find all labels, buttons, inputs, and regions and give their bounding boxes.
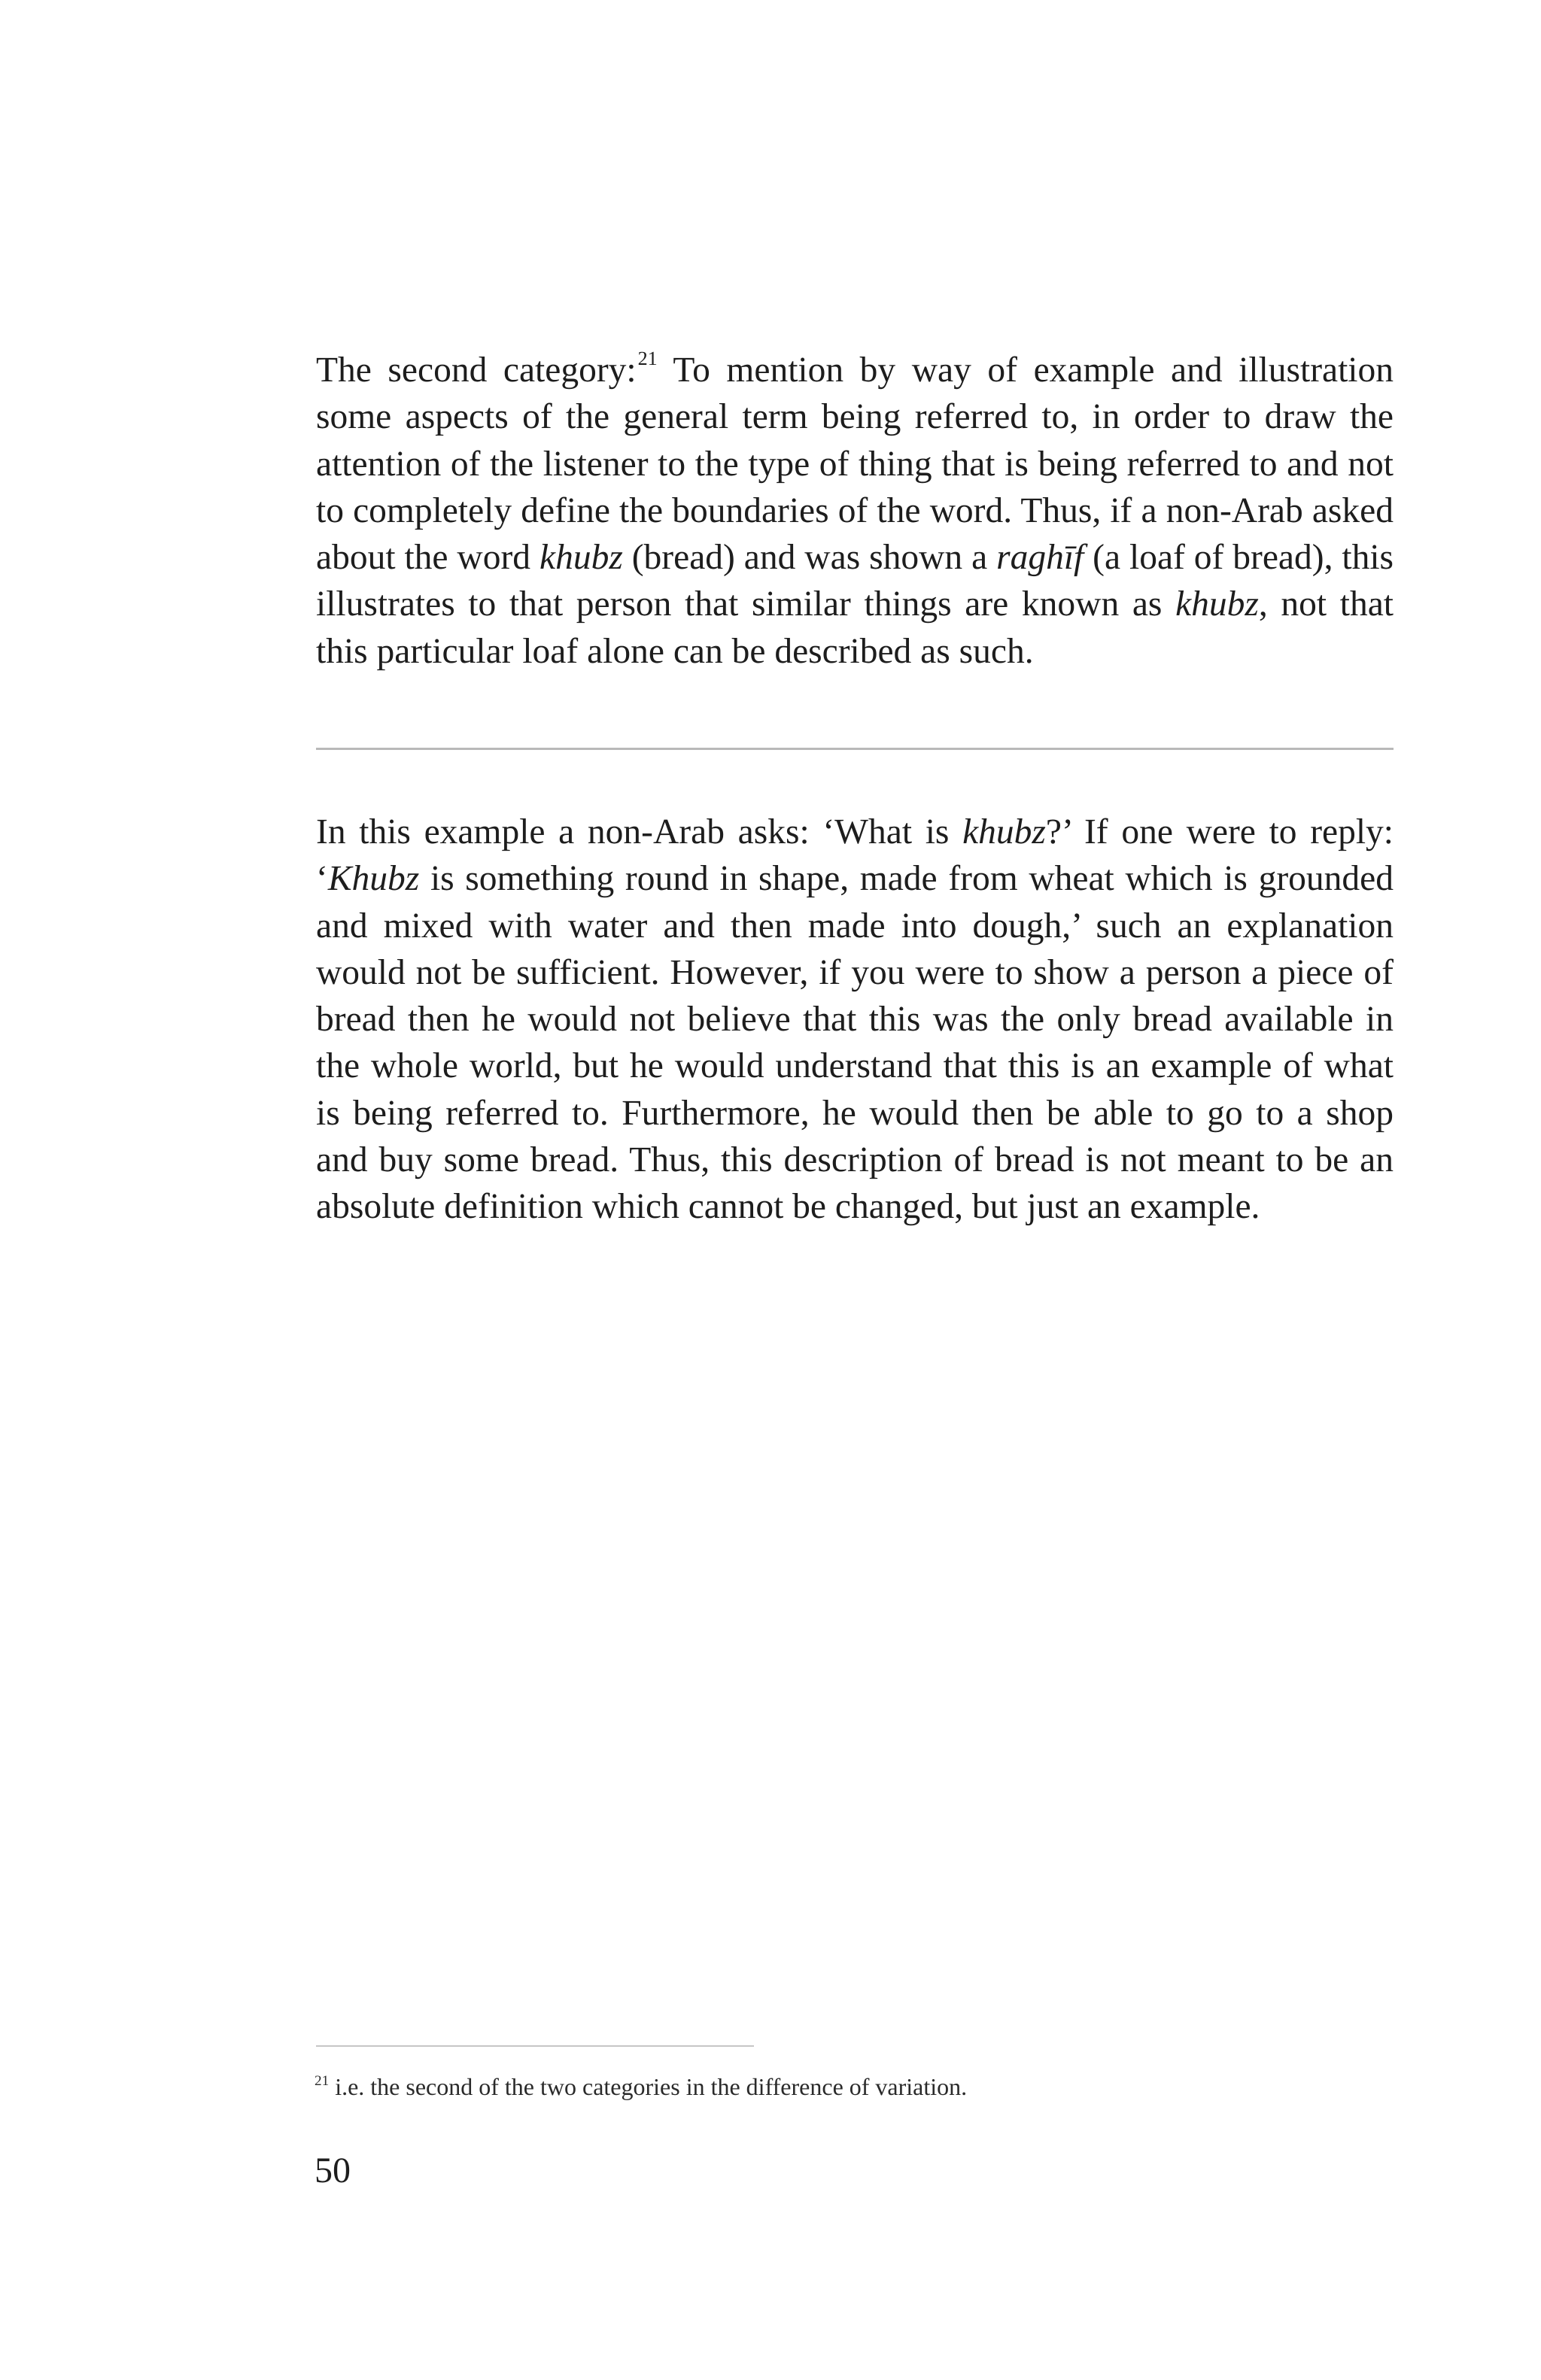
term-khubz: khubz	[539, 538, 623, 578]
term-khubz: khubz	[1175, 584, 1259, 624]
term-khubz: khubz	[962, 812, 1046, 852]
paragraph-lead: The second category:	[316, 351, 637, 390]
footnote-reference: 21	[637, 347, 658, 369]
paragraph-text: ?’ If one were to reply: ‘	[316, 812, 1394, 899]
paragraph-text: (bread) and was shown a	[622, 538, 997, 578]
footnote-text: i.e. the second of the two categories in the difference of variation.	[335, 2073, 968, 2100]
paragraph-text: , not that this particular loaf alone can be described as such.	[316, 584, 1394, 671]
footnote-number: 21	[315, 2072, 330, 2089]
page-number: 50	[315, 2151, 351, 2190]
paragraph-text: To mention by way of example and illustration some aspects of the general term being referred to, in order to draw the attention of the listener to the type of thing that is being referred to and not to completely define the boundaries of the word. Thus, if a non-Arab asked about the word	[316, 351, 1394, 578]
paragraph-text: In this example a non-Arab asks: ‘What is	[316, 812, 963, 852]
paragraph-text: is something round in shape, made from wheat which is grounded and mixed with water and then made into dough,’ such an explanation would not be sufficient. However, if you were to show a person a piece of bread then he would not believe that this was the only bread available in the whole world, but he would understand that this is an example of what is being referred to. Furthermore, he would then be able to go to a shop and buy some bread. Thus, this description of bread is not meant to be an absolute definition which cannot be changed, but just an example.	[316, 859, 1394, 1227]
paragraph-text: (a loaf of bread), this illustrates to that person that similar things are known as	[316, 538, 1394, 624]
footnote	[315, 2070, 967, 2103]
paragraph-example	[316, 809, 1394, 1231]
term-raghif: raghīf	[996, 538, 1084, 578]
term-khubz: Khubz	[327, 859, 420, 899]
footnote-divider	[316, 2045, 754, 2047]
section-divider	[316, 748, 1394, 750]
paragraph-second-category	[316, 347, 1394, 675]
